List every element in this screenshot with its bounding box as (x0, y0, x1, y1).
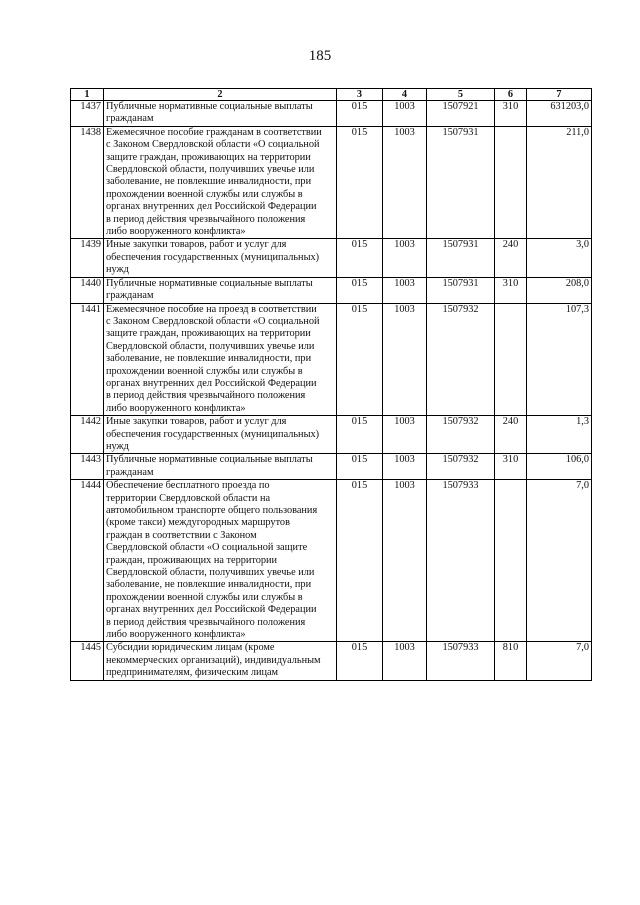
description-line: с Законом Свердловской области «О социальной (106, 315, 320, 327)
description-line: либо вооруженного конфликта» (106, 629, 246, 641)
expense-type-code (495, 480, 527, 642)
description-line: обеспечения государственных (муниципальных) (106, 251, 320, 263)
description-line: защите граждан, проживающих на территории (106, 151, 311, 163)
row-number: 1437 (71, 101, 104, 127)
table-row (71, 416, 592, 454)
ministry-code: 015 (337, 416, 383, 454)
description-line: нужд (106, 440, 129, 452)
description-line: либо вооруженного конфликта» (106, 402, 246, 414)
description-line: Субсидии юридическим лицам (кроме (106, 642, 275, 654)
ministry-code: 015 (337, 239, 383, 277)
description-line: Публичные нормативные социальные выплаты (106, 101, 313, 112)
table-body (71, 101, 592, 681)
description-line: некоммерческих организаций), индивидуальным (106, 654, 321, 666)
description-line: заболевание, не повлекшие инвалидности, при (106, 176, 312, 188)
target-article-code: 1507932 (427, 303, 495, 416)
ministry-code: 015 (337, 277, 383, 303)
target-article-code: 1507933 (427, 642, 495, 680)
expense-type-code: 240 (495, 416, 527, 454)
description-line: Свердловской области, получивших увечье или (106, 164, 315, 176)
description-line: граждан в соответствии с Законом (106, 529, 257, 541)
row-description (104, 480, 337, 642)
expense-type-code: 310 (495, 277, 527, 303)
expense-type-code: 810 (495, 642, 527, 680)
table-row (71, 642, 592, 680)
description-line: органах внутренних дел Российской Федерации (106, 377, 317, 389)
description-line: органах внутренних дел Российской Федерации (106, 201, 317, 213)
description-line: прохождении военной службы или службы в (106, 365, 303, 377)
ministry-code: 015 (337, 480, 383, 642)
header-col-3: 3 (337, 89, 383, 101)
header-col-5: 5 (427, 89, 495, 101)
amount: 211,0 (527, 126, 592, 239)
description-line: в период действия чрезвычайного положения (106, 616, 306, 628)
row-description (104, 416, 337, 454)
table-row (71, 480, 592, 642)
row-description (104, 239, 337, 277)
header-col-1: 1 (71, 89, 104, 101)
description-line: заболевание, не повлекшие инвалидности, при (106, 579, 312, 591)
amount: 106,0 (527, 454, 592, 480)
amount: 7,0 (527, 480, 592, 642)
description-line: с Законом Свердловской области «О социальной (106, 139, 320, 151)
description-line: автомобильном транспорте общего пользования (106, 505, 318, 516)
expense-type-code: 240 (495, 239, 527, 277)
description-line: органах внутренних дел Российской Федерации (106, 604, 317, 616)
row-number: 1439 (71, 239, 104, 277)
expense-type-code: 310 (495, 454, 527, 480)
amount: 631203,0 (527, 101, 592, 127)
header-col-2: 2 (104, 89, 337, 101)
header-col-6: 6 (495, 89, 527, 101)
target-article-code: 1507931 (427, 277, 495, 303)
target-article-code: 1507931 (427, 126, 495, 239)
amount: 107,3 (527, 303, 592, 416)
description-line: Свердловской области, получивших увечье или (106, 340, 315, 352)
target-article-code: 1507932 (427, 454, 495, 480)
description-line: в период действия чрезвычайного положения (106, 390, 306, 402)
table-row (71, 277, 592, 303)
row-number: 1440 (71, 277, 104, 303)
description-line: прохождении военной службы или службы в (106, 591, 303, 603)
description-line: обеспечения государственных (муниципальных) (106, 428, 320, 440)
row-number: 1443 (71, 454, 104, 480)
section-code: 1003 (383, 101, 427, 127)
section-code: 1003 (383, 239, 427, 277)
target-article-code: 1507932 (427, 416, 495, 454)
amount: 3,0 (527, 239, 592, 277)
target-article-code: 1507931 (427, 239, 495, 277)
description-line: гражданам (106, 290, 154, 302)
description-line: Иные закупки товаров, работ и услуг для (106, 239, 287, 251)
row-number: 1441 (71, 303, 104, 416)
table-row (71, 454, 592, 480)
expense-type-code (495, 126, 527, 239)
row-number: 1445 (71, 642, 104, 680)
section-code: 1003 (383, 126, 427, 239)
description-line: гражданам (106, 113, 154, 125)
description-line: защите граждан, проживающих на территории (106, 328, 311, 340)
table-header-row (71, 89, 592, 101)
description-line: предпринимателям, физическим лицам (106, 667, 279, 679)
ministry-code: 015 (337, 303, 383, 416)
amount: 7,0 (527, 642, 592, 680)
ministry-code: 015 (337, 101, 383, 127)
target-article-code: 1507921 (427, 101, 495, 127)
row-description (104, 101, 337, 127)
amount: 208,0 (527, 277, 592, 303)
description-line: Иные закупки товаров, работ и услуг для (106, 416, 287, 428)
description-line: Ежемесячное пособие гражданам в соответствии (106, 126, 322, 138)
description-line: гражданам (106, 466, 154, 478)
table-row (71, 101, 592, 127)
row-description (104, 277, 337, 303)
section-code: 1003 (383, 277, 427, 303)
description-line: Свердловской области, получивших увечье или (106, 567, 315, 579)
description-line: либо вооруженного конфликта» (106, 226, 246, 238)
row-number: 1444 (71, 480, 104, 642)
row-description (104, 454, 337, 480)
expense-type-code: 310 (495, 101, 527, 127)
section-code: 1003 (383, 454, 427, 480)
section-code: 1003 (383, 303, 427, 416)
description-line: в период действия чрезвычайного положения (106, 213, 306, 225)
section-code: 1003 (383, 642, 427, 680)
section-code: 1003 (383, 480, 427, 642)
ministry-code: 015 (337, 126, 383, 239)
page-number: 185 (308, 48, 332, 64)
description-line: территории Свердловской области на (106, 492, 271, 504)
budget-table (70, 88, 592, 681)
amount: 1,3 (527, 416, 592, 454)
description-line: Ежемесячное пособие на проезд в соответствии (106, 303, 317, 315)
header-col-4: 4 (383, 89, 427, 101)
description-line: заболевание, не повлекшие инвалидности, при (106, 353, 312, 365)
table-row (71, 126, 592, 239)
row-description (104, 642, 337, 680)
row-number: 1442 (71, 416, 104, 454)
ministry-code: 015 (337, 454, 383, 480)
row-number: 1438 (71, 126, 104, 239)
row-description (104, 126, 337, 239)
description-line: Свердловской области «О социальной защите (106, 542, 308, 554)
expense-type-code (495, 303, 527, 416)
row-description (104, 303, 337, 416)
description-line: прохождении военной службы или службы в (106, 188, 303, 200)
description-line: Публичные нормативные социальные выплаты (106, 277, 313, 289)
table-row (71, 239, 592, 277)
header-col-7: 7 (527, 89, 592, 101)
ministry-code: 015 (337, 642, 383, 680)
table-row (71, 303, 592, 416)
description-line: Публичные нормативные социальные выплаты (106, 454, 313, 466)
description-line: Обеспечение бесплатного проезда по (106, 480, 270, 492)
section-code: 1003 (383, 416, 427, 454)
description-line: (кроме такси) междугородных маршрутов (106, 517, 290, 529)
description-line: нужд (106, 264, 129, 276)
description-line: граждан, проживающих на территории (106, 554, 278, 566)
target-article-code: 1507933 (427, 480, 495, 642)
